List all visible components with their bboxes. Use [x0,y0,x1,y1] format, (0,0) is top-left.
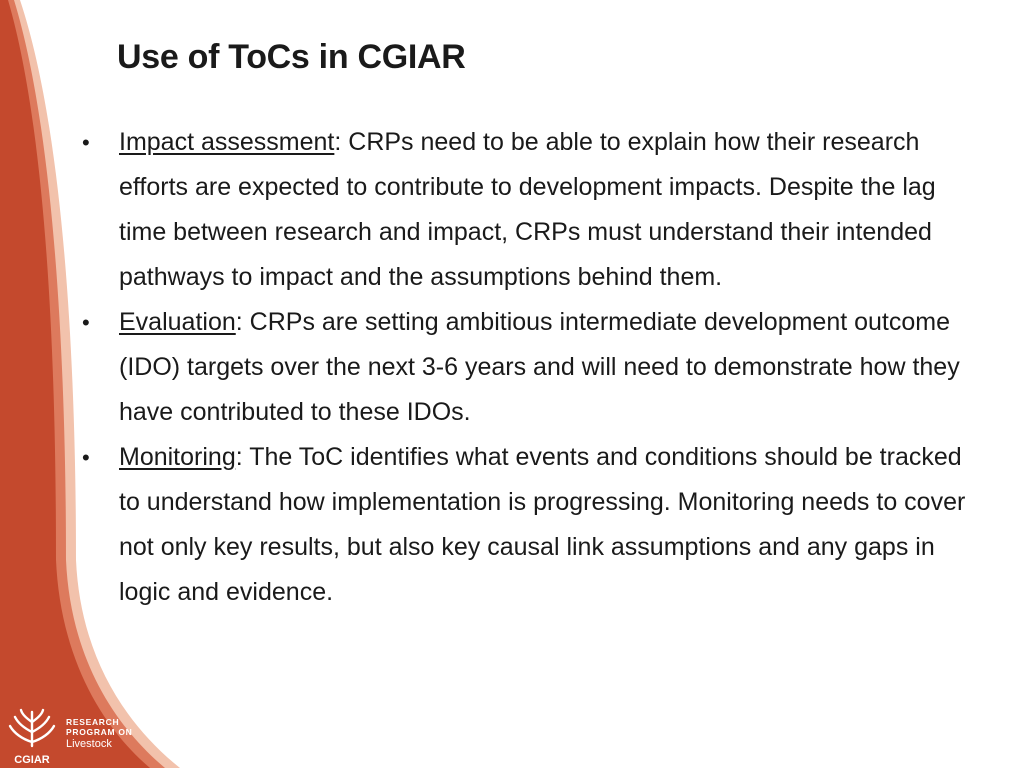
bullet-separator: : [235,308,250,336]
bullet-marker: • [82,310,90,335]
bullet-list [78,120,968,615]
logo-org-name: CGIAR [14,754,50,766]
bullet-evaluation [78,300,968,435]
bullet-text: CRPs are setting ambitious intermediate development outcome (IDO) targets over the next 3-6 years and will need to demonstrate how they have contributed to these IDOs. [119,308,960,426]
slide-title: Use of ToCs in CGIAR [117,38,466,76]
cgiar-wheat-icon [6,706,58,766]
logo-line-livestock: Livestock [66,738,112,750]
bullet-text: CRPs need to be able to explain how their research efforts are expected to contribute to development impacts. Despite the lag time between research and impact, CRPs must understand their intended pathways to impact and the assumptions behind them. [119,128,936,291]
bullet-monitoring [78,435,968,615]
bullet-separator: : [334,128,349,156]
logo-line-program-on: PROGRAM ON [66,727,133,737]
bullet-impact-assessment [78,120,968,300]
bullet-text: The ToC identifies what events and conditions should be tracked to understand how implementation is progressing. Monitoring needs to cover not only key results, but also key causal link assumptions and any gaps in logic and evidence. [119,443,966,606]
bullet-marker: • [82,130,90,155]
logo-program-text [66,717,133,751]
bullet-term: Impact assessment [119,128,335,156]
bullet-term: Evaluation [119,308,236,336]
logo-line-research: RESEARCH [66,717,120,727]
bullet-marker: • [82,445,90,470]
bullet-term: Monitoring [119,443,236,471]
bullet-separator: : [235,443,250,471]
cgiar-livestock-logo [6,706,166,766]
